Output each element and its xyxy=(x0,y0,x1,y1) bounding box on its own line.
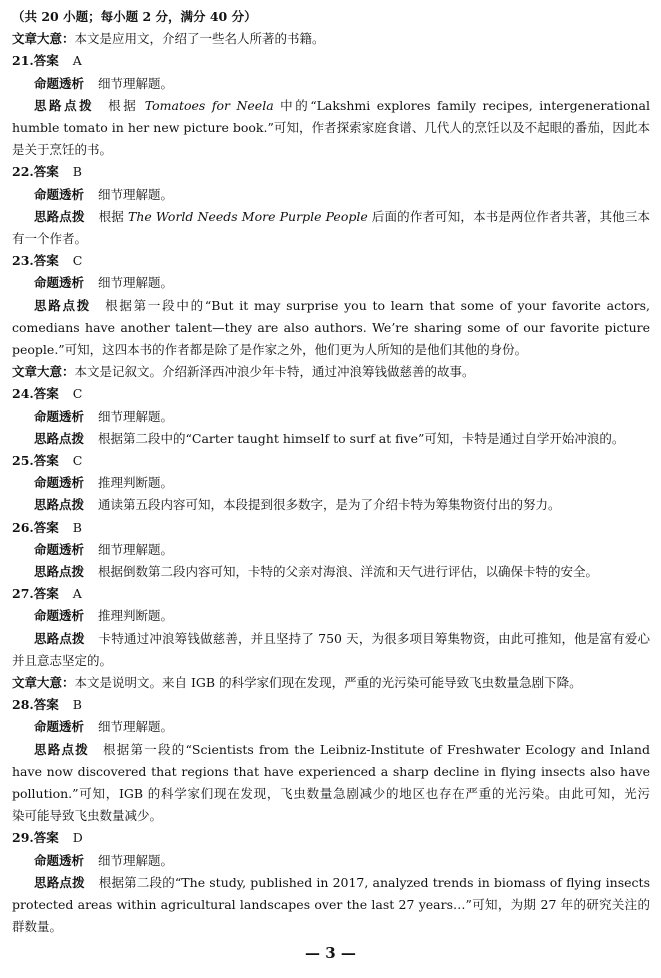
answer-value: B xyxy=(72,164,82,180)
hint-label: 思路点拨 xyxy=(34,874,85,890)
hint-continuation xyxy=(12,783,650,805)
answer-label: 答案 xyxy=(33,164,59,180)
answer-label: 答案 xyxy=(33,53,59,69)
hint-text: 染可能导致飞虫数量减少。 xyxy=(12,808,163,824)
answer-label: 答案 xyxy=(33,697,59,713)
hint-text: 卡特通过冲浪筹钱做慈善，并且坚持了 750 天，为很多项目筹集物资，由此可推知，他是富有爱心 xyxy=(98,630,650,646)
hint-continuation xyxy=(12,894,650,916)
analysis-label: 命题透析 xyxy=(34,75,85,91)
answer-value: C xyxy=(72,386,83,402)
hint-text: 根据第二段中的“Carter taught himself to surf at five”可知，卡特是通过自学开始冲浪的。 xyxy=(98,430,625,446)
summary-text: 本文是应用文，介绍了一些名人所著的书籍。 xyxy=(74,31,325,47)
summary-label: 文章大意： xyxy=(12,364,75,380)
analysis-text: 推理判断题。 xyxy=(98,475,174,491)
analysis-row xyxy=(12,716,650,738)
hint-text: 根据倒数第二段内容可知，卡特的父亲对海浪、洋流和天气进行评估，以确保卡特的安全。 xyxy=(98,564,599,579)
hint-row xyxy=(12,628,650,650)
answer-label: 答案 xyxy=(33,452,59,468)
question-number: 25. xyxy=(12,452,34,468)
page-number: — 3 — xyxy=(305,944,356,962)
hint-continuation xyxy=(12,228,650,250)
question-answer xyxy=(12,383,650,405)
question-number: 21. xyxy=(12,53,34,69)
question-answer xyxy=(12,517,650,539)
book-title: Tomatoes for Neela xyxy=(144,97,274,113)
hint-continuation xyxy=(12,339,650,361)
answer-label: 答案 xyxy=(33,253,59,269)
answer-label: 答案 xyxy=(33,586,59,602)
question-answer xyxy=(12,250,650,272)
question-answer xyxy=(12,450,650,472)
hint-text: 群数量。 xyxy=(12,919,63,935)
hint-text: 通读第五段内容可知，本段提到很多数字，是为了介绍卡特为筹集物资付出的努力。 xyxy=(98,497,561,513)
analysis-row xyxy=(12,184,650,206)
hint-label: 思路点拨 xyxy=(34,430,85,446)
analysis-label: 命题透析 xyxy=(34,608,85,624)
hint-text: 根据 xyxy=(98,208,129,224)
answer-value: C xyxy=(72,253,83,269)
hint-continuation xyxy=(12,650,650,672)
answer-value: A xyxy=(72,586,82,602)
answer-label: 答案 xyxy=(33,830,59,846)
summary-label: 文章大意： xyxy=(12,675,75,690)
answer-value: A xyxy=(72,53,82,69)
hint-row xyxy=(12,561,650,583)
hint-label: 思路点拨 xyxy=(34,97,95,113)
hint-text: 并且意志坚定的。 xyxy=(12,652,113,668)
summary-text: 本文是记叙文。介绍新泽西冲浪少年卡特，通过冲浪筹钱做慈善的故事。 xyxy=(74,364,475,380)
analysis-label: 命题透析 xyxy=(34,475,85,491)
question-answer xyxy=(12,50,650,72)
question-number: 26. xyxy=(12,519,34,535)
article-summary xyxy=(12,28,650,50)
hint-row xyxy=(12,872,650,894)
answer-label: 答案 xyxy=(33,519,59,535)
analysis-text: 细节理解题。 xyxy=(98,186,174,202)
hint-row xyxy=(12,295,650,317)
question-answer xyxy=(12,694,650,716)
hint-continuation xyxy=(12,916,650,938)
analysis-row xyxy=(12,406,650,428)
hint-continuation xyxy=(12,139,650,161)
analysis-text: 细节理解题。 xyxy=(98,719,174,735)
hint-label: 思路点拨 xyxy=(34,297,92,313)
article-summary xyxy=(12,361,650,383)
hint-text: 根据第一段中的“But it may surprise you to learn that some of your favorite actors, xyxy=(105,297,650,313)
hint-continuation xyxy=(12,117,650,139)
hint-continuation xyxy=(12,805,650,827)
analysis-text: 细节理解题。 xyxy=(98,541,174,557)
hint-row xyxy=(12,494,650,516)
answer-value: B xyxy=(72,697,82,713)
summary-text: 本文是说明文。来自 IGB 的科学家们现在发现，严重的光污染可能导致飞虫数量急剧下降。 xyxy=(74,675,582,690)
answer-value: B xyxy=(72,519,82,535)
hint-row xyxy=(12,95,650,117)
question-number: 23. xyxy=(12,253,34,269)
hint-label: 思路点拨 xyxy=(34,208,85,224)
analysis-row xyxy=(12,539,650,561)
hint-text: 根据 xyxy=(108,97,145,113)
hint-text: 中的“Lakshmi explores family recipes, intergenerational xyxy=(280,97,650,113)
book-title: The World Needs More Purple People xyxy=(128,208,368,224)
analysis-label: 命题透析 xyxy=(34,408,85,424)
hint-text: 是关于烹饪的书。 xyxy=(12,142,113,158)
hint-row xyxy=(12,739,650,761)
hint-text: 根据第二段的“The study, published in 2017, analyzed trends in biomass of flying insects xyxy=(98,874,650,890)
analysis-row xyxy=(12,850,650,872)
hint-text: 后面的作者可知，本书是两位作者共著，其他三本 xyxy=(371,208,650,224)
question-number: 22. xyxy=(12,164,34,180)
question-number: 28. xyxy=(12,697,34,713)
article-summary xyxy=(12,672,650,694)
hint-row xyxy=(12,428,650,450)
hint-label: 思路点拨 xyxy=(34,741,90,757)
analysis-text: 推理判断题。 xyxy=(98,608,174,624)
hint-label: 思路点拨 xyxy=(34,630,85,646)
analysis-text: 细节理解题。 xyxy=(98,75,174,91)
hint-text: comedians have another talent—they are also authors. We’re sharing some of our favorite picture xyxy=(12,319,650,335)
answer-key-page xyxy=(12,6,650,938)
hint-text: people.”可知，这四本书的作者都是除了是作家之外，他们更为人所知的是他们其他的身份。 xyxy=(12,341,528,357)
question-answer xyxy=(12,827,650,849)
hint-text: 有一个作者。 xyxy=(12,230,88,246)
hint-label: 思路点拨 xyxy=(34,497,85,513)
answer-value: D xyxy=(72,830,83,846)
answer-value: C xyxy=(72,452,83,468)
analysis-row xyxy=(12,73,650,95)
hint-text: protected areas within agricultural landscapes over the last 27 years…”可知，为期 27 年的研究关注的 xyxy=(12,896,650,912)
analysis-label: 命题透析 xyxy=(34,852,85,868)
answer-label: 答案 xyxy=(33,386,59,402)
analysis-row xyxy=(12,472,650,494)
hint-text: have now discovered that regions that have experienced a sharp decline in flying insects also have xyxy=(12,763,650,779)
analysis-text: 细节理解题。 xyxy=(98,852,174,868)
analysis-text: 细节理解题。 xyxy=(98,408,174,424)
summary-label: 文章大意： xyxy=(12,31,75,47)
question-number: 24. xyxy=(12,386,34,402)
hint-row xyxy=(12,206,650,228)
hint-text: humble tomato in her new picture book.”可知，作者探索家庭食谱、几代人的烹饪以及不起眼的番茄，因此本 xyxy=(12,120,650,135)
analysis-label: 命题透析 xyxy=(34,719,85,735)
hint-text: 根据第一段的“Scientists from the Leibniz-Institute of Freshwater Ecology and Inland xyxy=(103,741,650,757)
hint-text: pollution.”可知，IGB 的科学家们现在发现，飞虫数量急剧减少的地区也存在严重的光污染。由此可知，光污 xyxy=(12,785,650,801)
question-answer xyxy=(12,161,650,183)
analysis-label: 命题透析 xyxy=(34,186,85,202)
answer-content xyxy=(12,28,650,938)
hint-label: 思路点拨 xyxy=(34,564,85,579)
analysis-text: 细节理解题。 xyxy=(98,275,174,291)
analysis-label: 命题透析 xyxy=(34,541,85,557)
analysis-row xyxy=(12,272,650,294)
hint-continuation xyxy=(12,317,650,339)
section-header: （共 20 小题；每小题 2 分，满分 40 分） xyxy=(12,9,257,24)
analysis-row xyxy=(12,605,650,627)
hint-continuation xyxy=(12,761,650,783)
question-number: 29. xyxy=(12,830,34,846)
analysis-label: 命题透析 xyxy=(34,275,85,291)
question-number: 27. xyxy=(12,586,34,602)
question-answer xyxy=(12,583,650,605)
